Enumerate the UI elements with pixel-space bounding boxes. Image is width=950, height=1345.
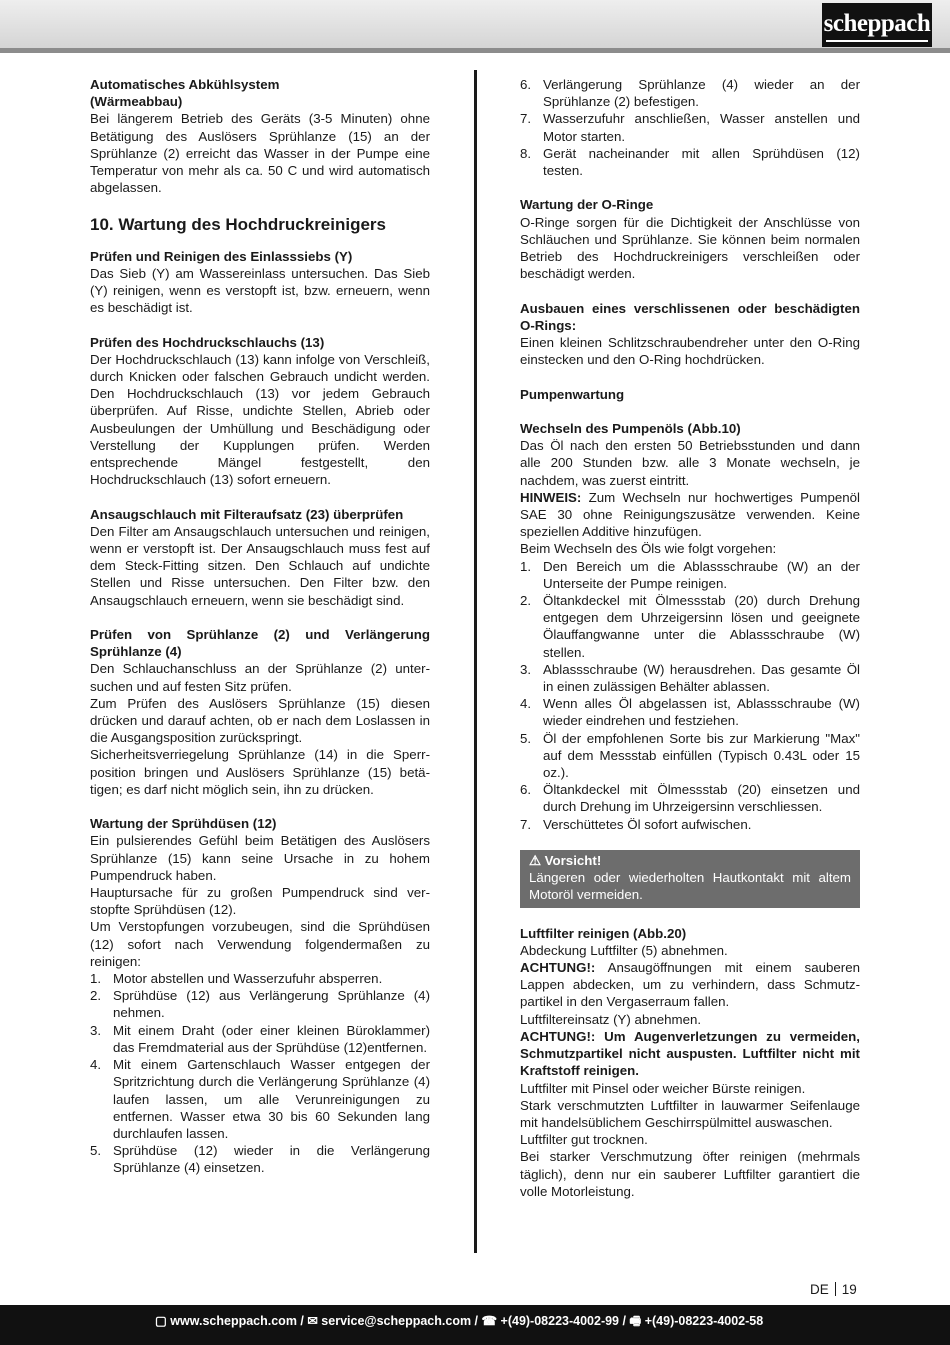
warning-text: Längeren oder wiederholten Hautkontakt mit altem Motoröl vermeiden. — [529, 870, 851, 903]
list-item — [520, 661, 860, 695]
list-item — [520, 76, 860, 110]
list-item — [90, 1056, 430, 1142]
step-text: Den Bereich um die Ablassschraube (W) an der Unterseite der Pumpe reinigen. — [543, 558, 860, 591]
step-text: Wenn alles Öl abgelassen ist, Ablassschraube (W) wieder eindrehen und festziehen. — [543, 696, 860, 729]
list-item — [520, 816, 860, 833]
list-item — [90, 987, 430, 1021]
cooling-block — [90, 76, 430, 196]
air-text-6: Bei starker Verschmutzung öfter reinigen (mehrmals täglich), denn nur ein sauberer Luftfilter garantiert die volle Motorleistung. — [520, 1149, 860, 1199]
step-number: 1. — [520, 558, 532, 574]
sieve-block — [90, 248, 430, 317]
list-item — [520, 145, 860, 179]
step-number: 8. — [520, 145, 532, 161]
section-title: 10. Wartung des Hochdruckreinigers — [90, 214, 386, 234]
step-number: 3. — [90, 1022, 102, 1038]
air-attention-1 — [520, 959, 860, 1011]
step-number: 7. — [520, 111, 532, 127]
attention-text: Ansaugöffnungen mit einem sauberen Lappen abdecken, um zu verhindern, dass Schmutzpartikel in den Vergaserraum fallen. — [520, 960, 860, 1010]
warning-box — [520, 850, 860, 908]
right-column — [520, 76, 860, 1200]
cooling-subtitle: (Wärmeabbau) — [90, 94, 183, 110]
step-text: Verschüttetes Öl sofort aufwischen. — [543, 816, 752, 832]
oring-remove-block — [520, 300, 860, 369]
step-number: 2. — [520, 593, 532, 609]
step-number: 5. — [90, 1143, 102, 1159]
air-attention-2: ACHTUNG!: Um Augenverletzungen zu vermeiden, Schmutzpartikel nicht auspusten. Luftfilter nicht mit Kraftstoff reinigen. — [520, 1028, 860, 1079]
nozzles-text-2: Hauptursache für zu großen Pumpendruck sind verstopfte Sprühdüsen (12). — [90, 885, 430, 918]
lance-text-2: Zum Prüfen des Auslösers Sprühlanze (15) diesen drücken und darauf achten, ob er nach dem Loslassen in die Ausgangsposition zurückspringt. — [90, 695, 430, 746]
list-item — [520, 558, 860, 592]
list-item — [520, 781, 860, 815]
sieve-text: Das Sieb (Y) am Wassereinlass untersuchen. Das Sieb (Y) reinigen, wenn es verstopft ist, bzw. erneuern, wenn es beschädigt ist. — [90, 265, 430, 316]
nozzles-text-1: Ein pulsierendes Gefühl beim Betätigen des Auslösers Sprühlanze (15) kann seine Ursache in zu hohem Pumpendruck haben. — [90, 833, 430, 883]
oring-remove-text: Einen kleinen Schlitzschraubendreher unter den O-Ring einstecken und den O-Ring hochdrücken. — [520, 335, 860, 368]
page-number — [810, 1281, 857, 1298]
orings-title: Wartung der O-Ringe — [520, 197, 654, 213]
step-number: 5. — [520, 730, 532, 746]
air-filter-block — [520, 925, 860, 1200]
list-item — [90, 1142, 430, 1176]
pump-title: Pumpenwartung — [520, 386, 625, 402]
warning-icon: ⚠ — [529, 853, 541, 869]
pump-block — [520, 386, 860, 403]
left-column — [90, 76, 430, 1177]
step-number: 3. — [520, 661, 532, 677]
lance-text-1: Den Schlauchanschluss an der Sprühlanze (2) untersuchen und auf festen Sitz prüfen. — [90, 661, 430, 694]
brand-logo: scheppach — [822, 3, 932, 47]
step-text: Sprühdüse (12) aus Verlängerung Sprühlanze (4) nehmen. — [113, 988, 430, 1021]
step-number: 1. — [90, 971, 102, 987]
list-item — [520, 592, 860, 661]
header-rule — [0, 48, 950, 53]
step-text: Öltankdeckel mit Ölmessstab (20) durch Drehung entgegen dem Uhrzeigersinn lösen und geeignete Ölauffangwanne unter die Ablassschraube (W) stellen. — [543, 593, 860, 660]
air-text-2: Luftfiltereinsatz (Y) abnehmen. — [520, 1011, 702, 1027]
nozzle-steps-list — [90, 970, 430, 1176]
step-text: Motor abstellen und Wasserzufuhr absperren. — [113, 971, 383, 987]
oil-title: Wechseln des Pumpenöls (Abb.10) — [520, 421, 741, 436]
hint-text: Zum Wechseln nur hochwertiges Pumpenöl SAE 30 ohne Reinigungszusätze verwenden. Keine speziellen Additive hinzufügen. — [520, 489, 860, 540]
cooling-title: Automatisches Abkühlsystem — [90, 77, 280, 92]
list-item — [520, 730, 860, 782]
step-number: 4. — [520, 696, 532, 712]
step-text: Mit einem Gartenschlauch Wasser entgegen der Spritzrichtung durch die Verlängerung Sprühlanze (4) laufen lassen, um alle Verunreinigungen zu entfernen. Wasser etwa 30 bis 60 Sekunden lang durchlaufen lassen. — [113, 1057, 430, 1141]
step-number: 4. — [90, 1057, 102, 1073]
air-text-5: Luftfilter gut trocknen. — [520, 1132, 648, 1148]
header-band — [0, 0, 950, 50]
nozzles-block — [90, 815, 430, 1176]
nozzle-steps-continued — [520, 76, 860, 179]
air-text-3: Luftfilter mit Pinsel oder weicher Bürste reinigen. — [520, 1080, 806, 1096]
step-number: 6. — [520, 77, 532, 92]
step-text: Öltankdeckel mit Ölmessstab (20) einsetzen und durch Drehung im Uhrzeigersinn verschliessen. — [543, 782, 860, 815]
orings-block — [520, 196, 860, 282]
footer-contact: ▢ www.scheppach.com / ✉ service@scheppach.com / ☎ +(49)-08223-4002-99 / 🖷 +(49)-08223-4002-58 — [155, 1314, 764, 1328]
warning-title: Vorsicht! — [544, 853, 602, 869]
suction-title: Ansaugschlauch mit Filteraufsatz (23) überprüfen — [90, 506, 404, 522]
page-lang: DE — [810, 1282, 829, 1297]
oil-text-2: Beim Wechseln des Öls wie folgt vorgehen: — [520, 541, 777, 557]
step-number: 6. — [520, 782, 532, 798]
suction-block — [90, 506, 430, 609]
oil-steps-list — [520, 558, 860, 833]
sieve-title: Prüfen und Reinigen des Einlasssiebs (Y) — [90, 248, 353, 264]
logo-underline — [826, 40, 928, 42]
lance-title: Prüfen von Sprühlanze (2) und Verlängerung Sprühlanze (4) — [90, 627, 430, 660]
step-number: 2. — [90, 988, 102, 1004]
list-item — [90, 1022, 430, 1056]
air-filter-title: Luftfilter reinigen (Abb.20) — [520, 925, 687, 941]
orings-text: O-Ringe sorgen für die Dichtigkeit der Anschlüsse von Schläuchen und Sprühlanze. Sie können beim normalen Betrieb des Hochdruckreinigers verschleißen oder beschädigt werden. — [520, 214, 860, 282]
list-item — [520, 695, 860, 729]
attention-label: ACHTUNG!: — [520, 960, 596, 976]
list-item — [90, 970, 430, 987]
step-text: Wasserzufuhr anschließen, Wasser anstellen und Motor starten. — [543, 111, 860, 144]
list-item — [520, 110, 860, 144]
step-text: Verlängerung Sprühlanze (4) wieder an der Sprühlanze (2) befestigen. — [543, 77, 860, 110]
step-number: 7. — [520, 816, 532, 832]
oil-block — [520, 420, 860, 833]
hint-label: HINWEIS: — [520, 489, 582, 505]
hose-title: Prüfen des Hochdruckschlauchs (13) — [90, 334, 325, 350]
lance-text-3: Sicherheitsverriegelung Sprühlanze (14) in die Sperrposition bringen und Auslösers Sprühlanze (15) betätigen; es darf nicht möglich sein, ihn zu drücken. — [90, 747, 430, 797]
air-text-4: Stark verschmutzten Luftfilter in lauwarmer Seifenlauge mit handelsüblichem Geschirrspülmittel auswaschen. — [520, 1097, 860, 1130]
air-text-1: Abdeckung Luftfilter (5) abnehmen. — [520, 942, 728, 958]
step-text: Mit einem Draht (oder einer kleinen Büroklammer) das Fremdmaterial aus der Sprühdüse (12)entfernen. — [113, 1022, 430, 1055]
nozzle-steps-list-continued — [520, 76, 860, 179]
page-num: 19 — [841, 1282, 857, 1297]
nozzles-text-3: Um Verstopfungen vorzubeugen, sind die Sprühdüsen (12) sofort nach Verwendung folgendermaßen zu reinigen: — [90, 919, 430, 969]
step-text: Ablassschraube (W) herausdrehen. Das gesamte Öl in einen zulässigen Behälter ablassen. — [543, 661, 860, 695]
column-divider — [474, 70, 477, 1253]
hose-text: Der Hochdruckschlauch (13) kann infolge von Verschleiß, durch Knicken oder falschen Gebrauch undicht werden. Den Hochdruckschlauch (13) vor jedem Gebrauch überprüfen. Auf Risse, undichte Stellen, Abrieb oder Ausbeulungen der Umhüllung und Beschädigung oder Verstellung der Kupplungen prüfen. Werden entsprechende Mängel festgestellt, den Hochdruckschlauch (13) sofort erneuern. — [90, 351, 430, 488]
oring-remove-title: Ausbauen eines verschlissenen oder beschädigten O-Rings: — [520, 300, 860, 333]
step-text: Öl der empfohlenen Sorte bis zur Markierung "Max" auf dem Messstab einfüllen (Typisch 0.43L oder 15 oz.). — [543, 730, 860, 781]
step-text: Sprühdüse (12) wieder in die Verlängerung Sprühlanze (4) einsetzen. — [113, 1143, 430, 1176]
hose-block — [90, 334, 430, 489]
lance-block — [90, 626, 430, 798]
nozzles-title: Wartung der Sprühdüsen (12) — [90, 816, 277, 832]
step-text: Gerät nacheinander mit allen Sprühdüsen (12) testen. — [543, 145, 860, 179]
cooling-text: Bei längerem Betrieb des Geräts (3-5 Minuten) ohne Betätigung des Auslösers Sprühlanze (15) an der Sprühlanze (2) erreicht das Wasser in der Pumpe eine Temperatur von mehr als ca. 50 C und wird automatisch abgelassen. — [90, 111, 430, 196]
oil-hint — [520, 489, 860, 541]
page-number-separator — [835, 1282, 836, 1296]
oil-text-1: Das Öl nach den ersten 50 Betriebsstunden und dann alle 200 Stunden bzw. alle 3 Monate wechseln, je nachdem, was zuerst eintritt. — [520, 438, 860, 488]
suction-text: Den Filter am Ansaugschlauch untersuchen und reinigen, wenn er verstopft ist. Der Ansaugschlauch muss fest auf dem Steck-Fitting sitzen. Den Schlauch auf undichte Stellen und Risse untersuchen. Den Filter bzw. den Ansaugschlauch erneuern, wenn sie beschädigt sind. — [90, 523, 430, 608]
